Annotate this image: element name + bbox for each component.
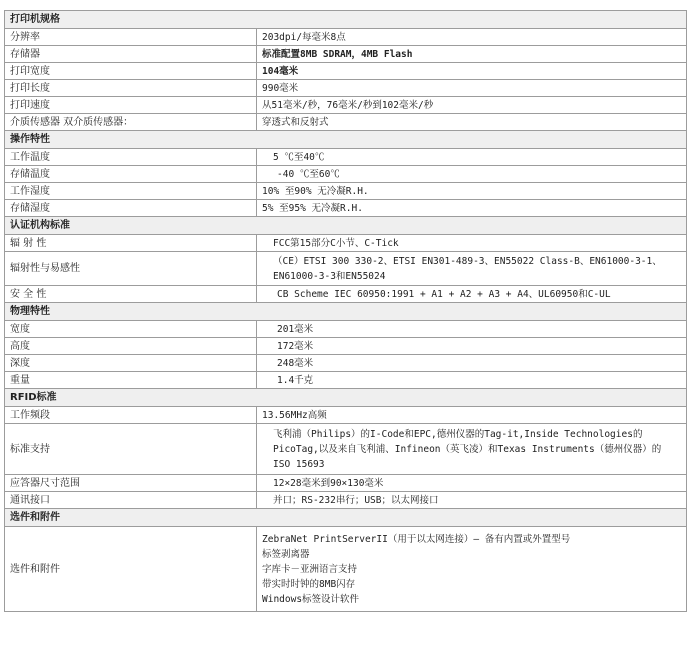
table-row (5, 80, 687, 97)
value-line: （CE）ETSI 300 330-2、ETSI EN301-489-3、EN55022 Class-B、EN61000-3-1、 (273, 255, 662, 267)
table-row (5, 200, 687, 217)
table-row (5, 46, 687, 63)
row-label: 存储器 (5, 46, 257, 63)
row-value: 990毫米 (257, 80, 687, 97)
row-label: 介质传感器 双介质传感器： (5, 114, 257, 131)
row-value: 5 ℃至40℃ (257, 149, 687, 166)
section-header-operating (5, 131, 687, 149)
row-label: 深度 (5, 355, 257, 372)
value-line: 飞利浦（Philips）的I-Code和EPC,德州仪器的Tag-it,Inside Technologies的 (273, 428, 643, 440)
row-value: 248毫米 (257, 355, 687, 372)
spec-table (4, 10, 687, 612)
value-line: ISO 15693 (273, 458, 325, 470)
section-title: RFID标准 (5, 389, 687, 407)
table-row (5, 183, 687, 200)
row-label: 打印速度 (5, 97, 257, 114)
value-line: PicoTag,以及来自飞利浦、Infineon（英飞凌）和Texas Instruments（德州仪器）的 (273, 443, 662, 455)
row-value: 并口；RS-232串行；USB；以太网接口 (257, 492, 687, 509)
row-value: 1.4千克 (257, 372, 687, 389)
row-value: -40 ℃至60℃ (257, 166, 687, 183)
row-value (257, 424, 687, 475)
row-label: 工作温度 (5, 149, 257, 166)
row-label: 存储湿度 (5, 200, 257, 217)
section-title: 物理特性 (5, 303, 687, 321)
table-row (5, 338, 687, 355)
row-value: FCC第15部分C小节、C-Tick (257, 235, 687, 252)
row-label: 高度 (5, 338, 257, 355)
table-row (5, 424, 687, 475)
table-row (5, 149, 687, 166)
value-line: Windows标签设计软件 (262, 593, 360, 605)
section-header-physical (5, 303, 687, 321)
row-label: 辐射性与易感性 (5, 252, 257, 286)
row-label: 辐 射 性 (5, 235, 257, 252)
table-row (5, 97, 687, 114)
row-value: 10% 至90% 无冷凝R.H. (257, 183, 687, 200)
value-line: 带实时时钟的8MB闪存 (262, 578, 356, 590)
table-row (5, 166, 687, 183)
row-value: 201毫米 (257, 321, 687, 338)
row-value: 13.56MHz高频 (257, 407, 687, 424)
row-label: 分辨率 (5, 29, 257, 46)
table-row (5, 235, 687, 252)
row-value (257, 527, 687, 612)
row-label: 选件和附件 (5, 527, 257, 612)
table-row (5, 475, 687, 492)
row-value: 104毫米 (257, 63, 687, 80)
table-row (5, 114, 687, 131)
section-header-options (5, 509, 687, 527)
table-row (5, 63, 687, 80)
section-title: 打印机规格 (5, 11, 687, 29)
row-label: 应答器尺寸范围 (5, 475, 257, 492)
row-label: 打印长度 (5, 80, 257, 97)
row-label: 工作频段 (5, 407, 257, 424)
section-header-printer-spec (5, 11, 687, 29)
row-value: 从51毫米/秒，76毫米/秒到102毫米/秒 (257, 97, 687, 114)
value-line: 字库卡－亚洲语言支持 (262, 563, 358, 575)
table-row (5, 286, 687, 303)
value-line: 标签剥离器 (262, 548, 310, 560)
section-header-rfid (5, 389, 687, 407)
row-label: 标准支持 (5, 424, 257, 475)
table-row (5, 372, 687, 389)
table-row (5, 527, 687, 612)
row-label: 工作湿度 (5, 183, 257, 200)
table-row (5, 355, 687, 372)
section-title: 选件和附件 (5, 509, 687, 527)
value-line: EN61000-3-3和EN55024 (273, 270, 386, 282)
row-label: 存储温度 (5, 166, 257, 183)
row-label: 打印宽度 (5, 63, 257, 80)
value-line: ZebraNet PrintServerII（用于以太网连接）— 备有内置或外置型号 (262, 533, 571, 545)
row-value: 12×28毫米到90×130毫米 (257, 475, 687, 492)
row-label: 通讯接口 (5, 492, 257, 509)
row-value: CB Scheme IEC 60950:1991 + A1 + A2 + A3 + A4、UL60950和C-UL (257, 286, 687, 303)
row-value: 172毫米 (257, 338, 687, 355)
row-value (257, 252, 687, 286)
section-header-certification (5, 217, 687, 235)
row-value: 5% 至95% 无冷凝R.H. (257, 200, 687, 217)
row-label: 安 全 性 (5, 286, 257, 303)
table-row (5, 252, 687, 286)
section-title: 操作特性 (5, 131, 687, 149)
table-row (5, 492, 687, 509)
row-label: 宽度 (5, 321, 257, 338)
table-row (5, 407, 687, 424)
row-value: 标准配置8MB SDRAM，4MB Flash (257, 46, 687, 63)
row-value: 203dpi/每毫米8点 (257, 29, 687, 46)
table-row (5, 29, 687, 46)
table-row (5, 321, 687, 338)
section-title: 认证机构标准 (5, 217, 687, 235)
row-label: 重量 (5, 372, 257, 389)
row-value: 穿透式和反射式 (257, 114, 687, 131)
